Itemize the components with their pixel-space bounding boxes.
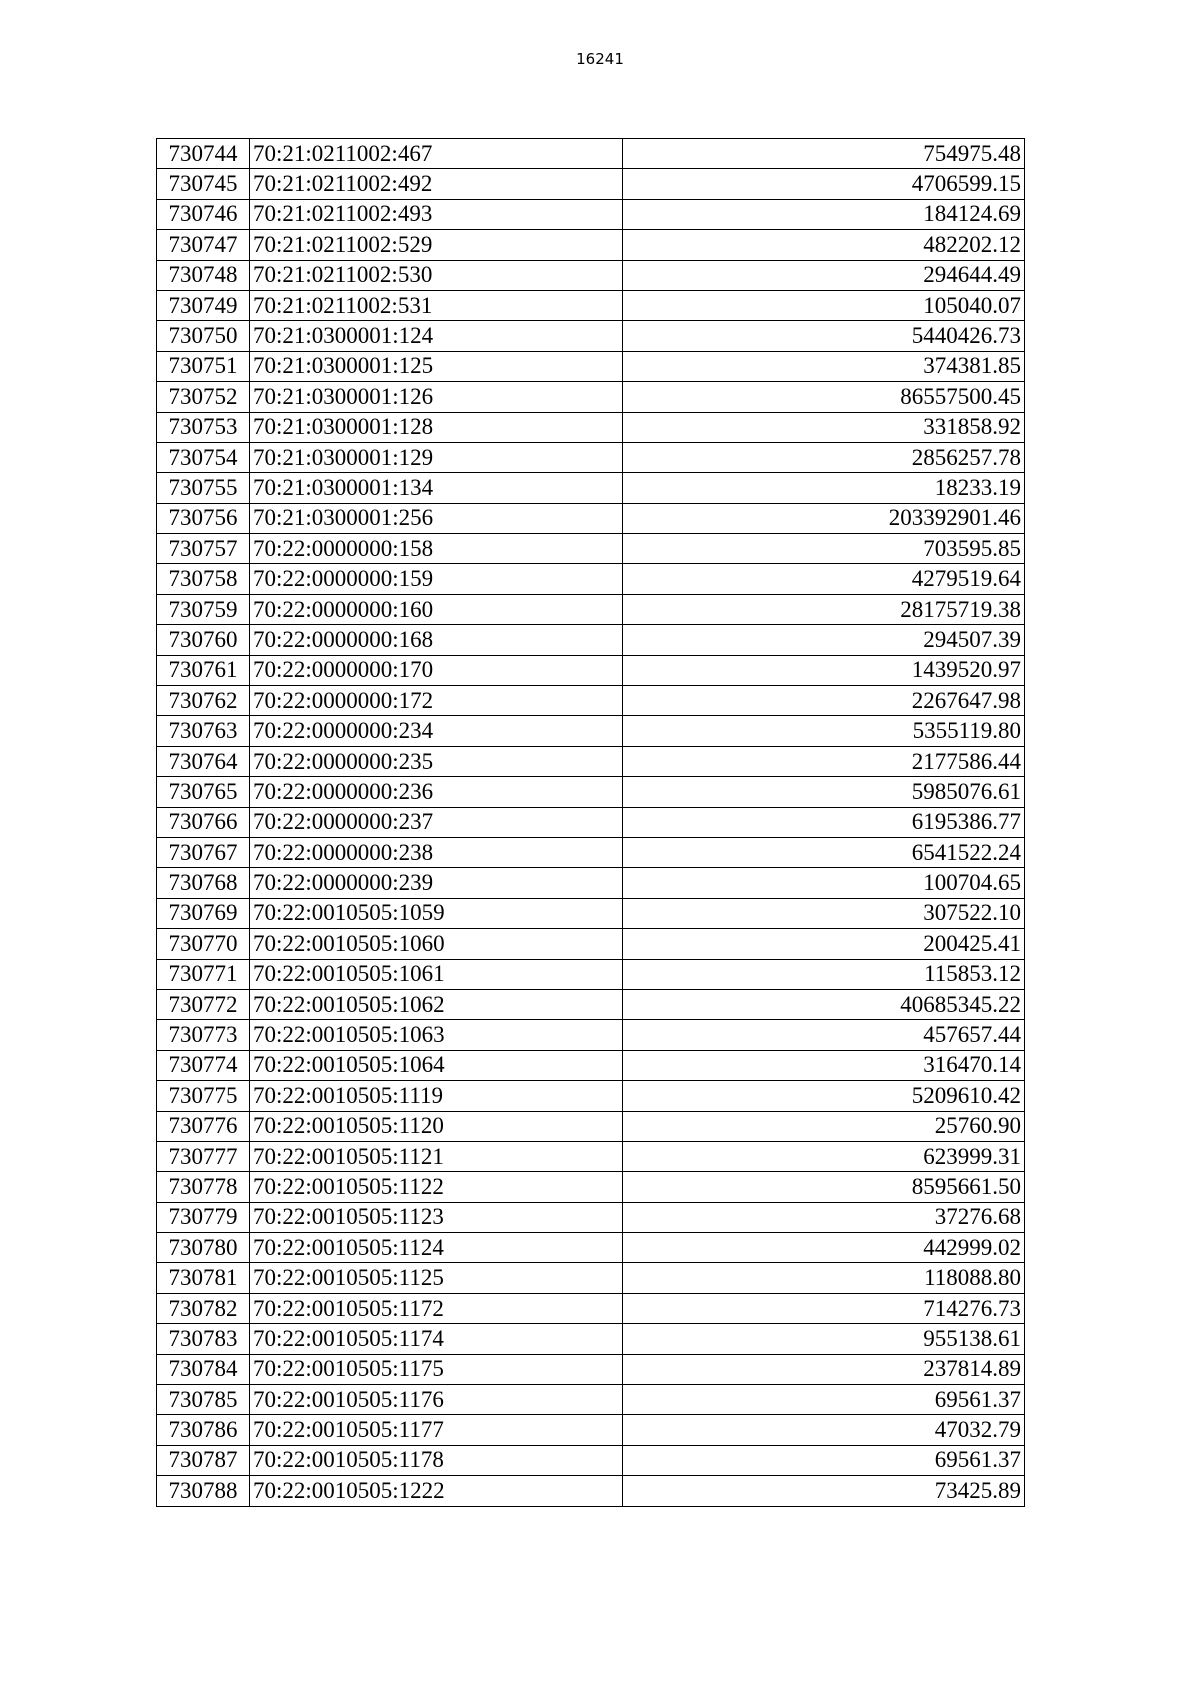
table-row (157, 260, 1025, 290)
table-row (157, 1172, 1025, 1202)
value-cell: 203392901.46 (623, 503, 1025, 533)
cadastral-number-cell: 70:22:0010505:1178 (250, 1445, 623, 1475)
value-cell: 5209610.42 (623, 1081, 1025, 1111)
row-id-cell: 730783 (157, 1324, 250, 1354)
row-id-cell: 730760 (157, 625, 250, 655)
value-cell: 1439520.97 (623, 655, 1025, 685)
row-id-cell: 730766 (157, 807, 250, 837)
cadastral-number-cell: 70:22:0010505:1062 (250, 989, 623, 1019)
row-id-cell: 730759 (157, 594, 250, 624)
cadastral-number-cell: 70:22:0010505:1121 (250, 1141, 623, 1171)
row-id-cell: 730782 (157, 1293, 250, 1323)
cadastral-number-cell: 70:22:0010505:1174 (250, 1324, 623, 1354)
value-cell: 86557500.45 (623, 382, 1025, 412)
value-cell: 184124.69 (623, 199, 1025, 229)
cadastral-number-cell: 70:22:0010505:1125 (250, 1263, 623, 1293)
table-row (157, 898, 1025, 928)
row-id-cell: 730777 (157, 1141, 250, 1171)
value-cell: 316470.14 (623, 1050, 1025, 1080)
value-cell: 100704.65 (623, 868, 1025, 898)
table-row (157, 1202, 1025, 1232)
cadastral-number-cell: 70:21:0211002:492 (250, 169, 623, 199)
row-id-cell: 730786 (157, 1415, 250, 1445)
table-row (157, 1476, 1025, 1506)
value-cell: 294644.49 (623, 260, 1025, 290)
cadastral-number-cell: 70:22:0000000:158 (250, 534, 623, 564)
table-row (157, 686, 1025, 716)
value-cell: 6195386.77 (623, 807, 1025, 837)
table-row (157, 868, 1025, 898)
cadastral-number-cell: 70:22:0010505:1123 (250, 1202, 623, 1232)
table-row (157, 746, 1025, 776)
cadastral-number-cell: 70:21:0211002:529 (250, 230, 623, 260)
table-row (157, 1385, 1025, 1415)
cadastral-number-cell: 70:22:0000000:236 (250, 777, 623, 807)
table-row (157, 1263, 1025, 1293)
table-row (157, 989, 1025, 1019)
cadastral-number-cell: 70:21:0211002:531 (250, 290, 623, 320)
value-cell: 714276.73 (623, 1293, 1025, 1323)
row-id-cell: 730765 (157, 777, 250, 807)
cadastral-number-cell: 70:22:0010505:1122 (250, 1172, 623, 1202)
row-id-cell: 730769 (157, 898, 250, 928)
cadastral-number-cell: 70:22:0010505:1059 (250, 898, 623, 928)
cadastral-number-cell: 70:21:0211002:493 (250, 199, 623, 229)
row-id-cell: 730775 (157, 1081, 250, 1111)
row-id-cell: 730758 (157, 564, 250, 594)
value-cell: 237814.89 (623, 1354, 1025, 1384)
value-cell: 6541522.24 (623, 837, 1025, 867)
row-id-cell: 730755 (157, 473, 250, 503)
cadastral-number-cell: 70:21:0211002:467 (250, 139, 623, 169)
row-id-cell: 730761 (157, 655, 250, 685)
row-id-cell: 730776 (157, 1111, 250, 1141)
row-id-cell: 730751 (157, 351, 250, 381)
cadastral-number-cell: 70:22:0010505:1172 (250, 1293, 623, 1323)
row-id-cell: 730752 (157, 382, 250, 412)
table-row (157, 503, 1025, 533)
cadastral-number-cell: 70:21:0300001:256 (250, 503, 623, 533)
value-cell: 47032.79 (623, 1415, 1025, 1445)
row-id-cell: 730746 (157, 199, 250, 229)
table-row (157, 1445, 1025, 1475)
value-cell: 28175719.38 (623, 594, 1025, 624)
cadastral-number-cell: 70:21:0300001:128 (250, 412, 623, 442)
table-row (157, 625, 1025, 655)
value-cell: 118088.80 (623, 1263, 1025, 1293)
row-id-cell: 730781 (157, 1263, 250, 1293)
value-cell: 754975.48 (623, 139, 1025, 169)
cadastral-number-cell: 70:22:0010505:1061 (250, 959, 623, 989)
row-id-cell: 730774 (157, 1050, 250, 1080)
table-row (157, 199, 1025, 229)
table-row (157, 1050, 1025, 1080)
row-id-cell: 730768 (157, 868, 250, 898)
row-id-cell: 730756 (157, 503, 250, 533)
cadastral-number-cell: 70:22:0000000:168 (250, 625, 623, 655)
value-cell: 105040.07 (623, 290, 1025, 320)
cadastral-number-cell: 70:22:0010505:1176 (250, 1385, 623, 1415)
cadastral-number-cell: 70:22:0010505:1120 (250, 1111, 623, 1141)
row-id-cell: 730762 (157, 686, 250, 716)
cadastral-number-cell: 70:21:0300001:126 (250, 382, 623, 412)
row-id-cell: 730748 (157, 260, 250, 290)
value-cell: 374381.85 (623, 351, 1025, 381)
row-id-cell: 730754 (157, 442, 250, 472)
cadastral-number-cell: 70:22:0010505:1060 (250, 929, 623, 959)
table-row (157, 1081, 1025, 1111)
value-cell: 307522.10 (623, 898, 1025, 928)
table-row (157, 382, 1025, 412)
table-row (157, 1415, 1025, 1445)
value-cell: 2267647.98 (623, 686, 1025, 716)
table-row (157, 929, 1025, 959)
row-id-cell: 730779 (157, 1202, 250, 1232)
row-id-cell: 730778 (157, 1172, 250, 1202)
row-id-cell: 730749 (157, 290, 250, 320)
value-cell: 482202.12 (623, 230, 1025, 260)
value-cell: 4706599.15 (623, 169, 1025, 199)
row-id-cell: 730770 (157, 929, 250, 959)
row-id-cell: 730772 (157, 989, 250, 1019)
value-cell: 703595.85 (623, 534, 1025, 564)
cadastral-number-cell: 70:22:0000000:239 (250, 868, 623, 898)
table-row (157, 412, 1025, 442)
cadastral-number-cell: 70:22:0000000:234 (250, 716, 623, 746)
cadastral-number-cell: 70:22:0000000:237 (250, 807, 623, 837)
cadastral-number-cell: 70:22:0010505:1124 (250, 1233, 623, 1263)
table-row (157, 655, 1025, 685)
table-row (157, 534, 1025, 564)
value-cell: 442999.02 (623, 1233, 1025, 1263)
cadastral-number-cell: 70:22:0000000:172 (250, 686, 623, 716)
row-id-cell: 730787 (157, 1445, 250, 1475)
table-body (157, 139, 1025, 1507)
table-row (157, 169, 1025, 199)
cadastral-number-cell: 70:22:0010505:1064 (250, 1050, 623, 1080)
table-row (157, 837, 1025, 867)
table-row (157, 1141, 1025, 1171)
row-id-cell: 730757 (157, 534, 250, 564)
cadastral-number-cell: 70:21:0300001:125 (250, 351, 623, 381)
page-number: 16241 (576, 50, 624, 68)
value-cell: 69561.37 (623, 1385, 1025, 1415)
table-row (157, 807, 1025, 837)
value-cell: 25760.90 (623, 1111, 1025, 1141)
cadastral-number-cell: 70:22:0000000:160 (250, 594, 623, 624)
cadastral-number-cell: 70:22:0010505:1177 (250, 1415, 623, 1445)
cadastral-number-cell: 70:22:0010505:1175 (250, 1354, 623, 1384)
value-cell: 5985076.61 (623, 777, 1025, 807)
row-id-cell: 730771 (157, 959, 250, 989)
row-id-cell: 730784 (157, 1354, 250, 1384)
cadastral-number-cell: 70:22:0000000:238 (250, 837, 623, 867)
row-id-cell: 730750 (157, 321, 250, 351)
table-row (157, 777, 1025, 807)
cadastral-number-cell: 70:22:0000000:170 (250, 655, 623, 685)
value-cell: 331858.92 (623, 412, 1025, 442)
row-id-cell: 730744 (157, 139, 250, 169)
cadastral-number-cell: 70:22:0010505:1222 (250, 1476, 623, 1506)
table-row (157, 442, 1025, 472)
value-cell: 294507.39 (623, 625, 1025, 655)
table-row (157, 290, 1025, 320)
row-id-cell: 730780 (157, 1233, 250, 1263)
cadastral-value-table (156, 138, 1025, 1507)
table-row (157, 1111, 1025, 1141)
table-row (157, 716, 1025, 746)
row-id-cell: 730773 (157, 1020, 250, 1050)
table-row (157, 230, 1025, 260)
row-id-cell: 730763 (157, 716, 250, 746)
value-cell: 40685345.22 (623, 989, 1025, 1019)
cadastral-number-cell: 70:22:0000000:235 (250, 746, 623, 776)
cadastral-number-cell: 70:22:0010505:1063 (250, 1020, 623, 1050)
value-cell: 623999.31 (623, 1141, 1025, 1171)
table-row (157, 473, 1025, 503)
value-cell: 955138.61 (623, 1324, 1025, 1354)
value-cell: 115853.12 (623, 959, 1025, 989)
table-row (157, 139, 1025, 169)
cadastral-number-cell: 70:21:0300001:124 (250, 321, 623, 351)
row-id-cell: 730785 (157, 1385, 250, 1415)
cadastral-number-cell: 70:21:0300001:134 (250, 473, 623, 503)
value-cell: 2177586.44 (623, 746, 1025, 776)
value-cell: 8595661.50 (623, 1172, 1025, 1202)
table-row (157, 1020, 1025, 1050)
row-id-cell: 730745 (157, 169, 250, 199)
row-id-cell: 730767 (157, 837, 250, 867)
value-cell: 4279519.64 (623, 564, 1025, 594)
row-id-cell: 730788 (157, 1476, 250, 1506)
table-row (157, 1293, 1025, 1323)
table-row (157, 351, 1025, 381)
value-cell: 5440426.73 (623, 321, 1025, 351)
table-row (157, 321, 1025, 351)
table-row (157, 1324, 1025, 1354)
value-cell: 18233.19 (623, 473, 1025, 503)
table-row (157, 594, 1025, 624)
cadastral-number-cell: 70:22:0010505:1119 (250, 1081, 623, 1111)
row-id-cell: 730764 (157, 746, 250, 776)
value-cell: 69561.37 (623, 1445, 1025, 1475)
table-row (157, 564, 1025, 594)
row-id-cell: 730747 (157, 230, 250, 260)
value-cell: 73425.89 (623, 1476, 1025, 1506)
table-row (157, 1354, 1025, 1384)
value-cell: 457657.44 (623, 1020, 1025, 1050)
cadastral-number-cell: 70:21:0211002:530 (250, 260, 623, 290)
cadastral-number-cell: 70:22:0000000:159 (250, 564, 623, 594)
value-cell: 5355119.80 (623, 716, 1025, 746)
value-cell: 200425.41 (623, 929, 1025, 959)
value-cell: 2856257.78 (623, 442, 1025, 472)
value-cell: 37276.68 (623, 1202, 1025, 1232)
table-row (157, 959, 1025, 989)
table-row (157, 1233, 1025, 1263)
cadastral-number-cell: 70:21:0300001:129 (250, 442, 623, 472)
row-id-cell: 730753 (157, 412, 250, 442)
